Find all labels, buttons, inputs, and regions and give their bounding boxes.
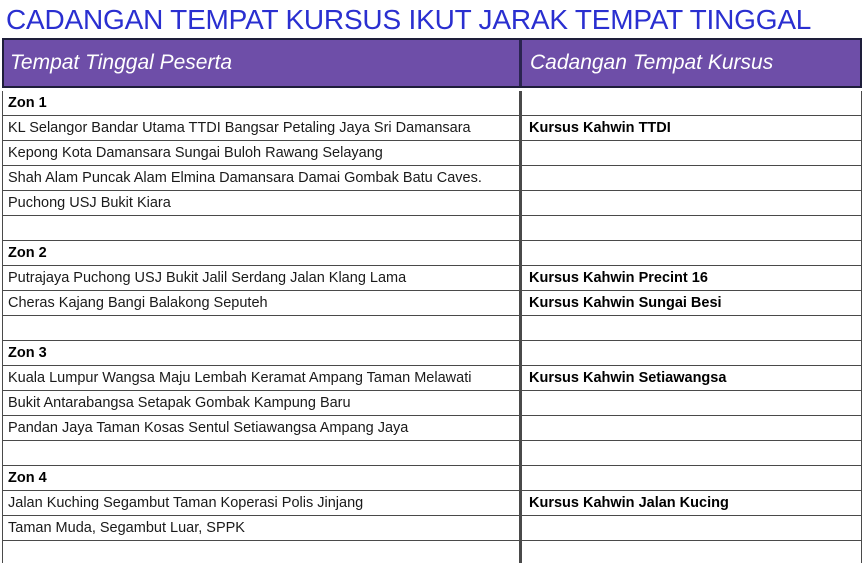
course-location-cell	[520, 91, 862, 116]
table-row	[2, 116, 862, 141]
course-location-cell	[520, 216, 862, 241]
table-header	[2, 38, 862, 88]
course-location-table	[2, 38, 862, 563]
course-location-cell	[520, 416, 862, 441]
course-location-cell: Kursus Kahwin Precint 16	[520, 266, 862, 291]
course-location-cell: Kursus Kahwin Sungai Besi	[520, 291, 862, 316]
residence-cell: Shah Alam Puncak Alam Elmina Damansara Damai Gombak Batu Caves.	[2, 166, 520, 191]
table-row	[2, 391, 862, 416]
zone-label: Zon 4	[2, 466, 520, 491]
table-row	[2, 416, 862, 441]
course-location-cell	[520, 466, 862, 491]
table-row	[2, 266, 862, 291]
course-location-cell: Kursus Kahwin Jalan Kucing	[520, 491, 862, 516]
table-row	[2, 166, 862, 191]
residence-cell: Bukit Antarabangsa Setapak Gombak Kampung Baru	[2, 391, 520, 416]
course-location-cell	[520, 241, 862, 266]
zone-label: Zon 2	[2, 241, 520, 266]
residence-cell	[2, 541, 520, 563]
course-location-cell	[520, 316, 862, 341]
zone-label: Zon 3	[2, 341, 520, 366]
residence-cell: Taman Muda, Segambut Luar, SPPK	[2, 516, 520, 541]
residence-cell: Putrajaya Puchong USJ Bukit Jalil Serdang Jalan Klang Lama	[2, 266, 520, 291]
course-location-cell	[520, 541, 862, 563]
table-row	[2, 141, 862, 166]
residence-cell: Pandan Jaya Taman Kosas Sentul Setiawangsa Ampang Jaya	[2, 416, 520, 441]
header-course-location: Cadangan Tempat Kursus	[530, 51, 774, 74]
table-row	[2, 216, 862, 241]
residence-cell: Puchong USJ Bukit Kiara	[2, 191, 520, 216]
table-row	[2, 516, 862, 541]
course-location-cell: Kursus Kahwin Setiawangsa	[520, 366, 862, 391]
course-location-cell	[520, 191, 862, 216]
residence-cell: KL Selangor Bandar Utama TTDI Bangsar Petaling Jaya Sri Damansara	[2, 116, 520, 141]
zone-row	[2, 241, 862, 266]
table-row	[2, 441, 862, 466]
table-row	[2, 366, 862, 391]
zone-label: Zon 1	[2, 91, 520, 116]
course-location-cell	[520, 166, 862, 191]
page-title: CADANGAN TEMPAT KURSUS IKUT JARAK TEMPAT TINGGAL	[6, 4, 812, 35]
course-location-cell	[520, 441, 862, 466]
zone-row	[2, 91, 862, 116]
zone-row	[2, 466, 862, 491]
table-row	[2, 541, 862, 563]
residence-cell	[2, 216, 520, 241]
course-location-cell	[520, 516, 862, 541]
course-location-cell: Kursus Kahwin TTDI	[520, 116, 862, 141]
residence-cell: Kuala Lumpur Wangsa Maju Lembah Keramat Ampang Taman Melawati	[2, 366, 520, 391]
table-row	[2, 316, 862, 341]
residence-cell: Jalan Kuching Segambut Taman Koperasi Polis Jinjang	[2, 491, 520, 516]
residence-cell	[2, 441, 520, 466]
residence-cell: Kepong Kota Damansara Sungai Buloh Rawang Selayang	[2, 141, 520, 166]
course-location-cell	[520, 341, 862, 366]
course-location-cell	[520, 391, 862, 416]
table-row	[2, 291, 862, 316]
table-row	[2, 191, 862, 216]
table-row	[2, 491, 862, 516]
table-body	[2, 91, 862, 563]
zone-row	[2, 341, 862, 366]
header-residence: Tempat Tinggal Peserta	[4, 40, 522, 86]
course-location-cell	[520, 141, 862, 166]
residence-cell	[2, 316, 520, 341]
residence-cell: Cheras Kajang Bangi Balakong Seputeh	[2, 291, 520, 316]
